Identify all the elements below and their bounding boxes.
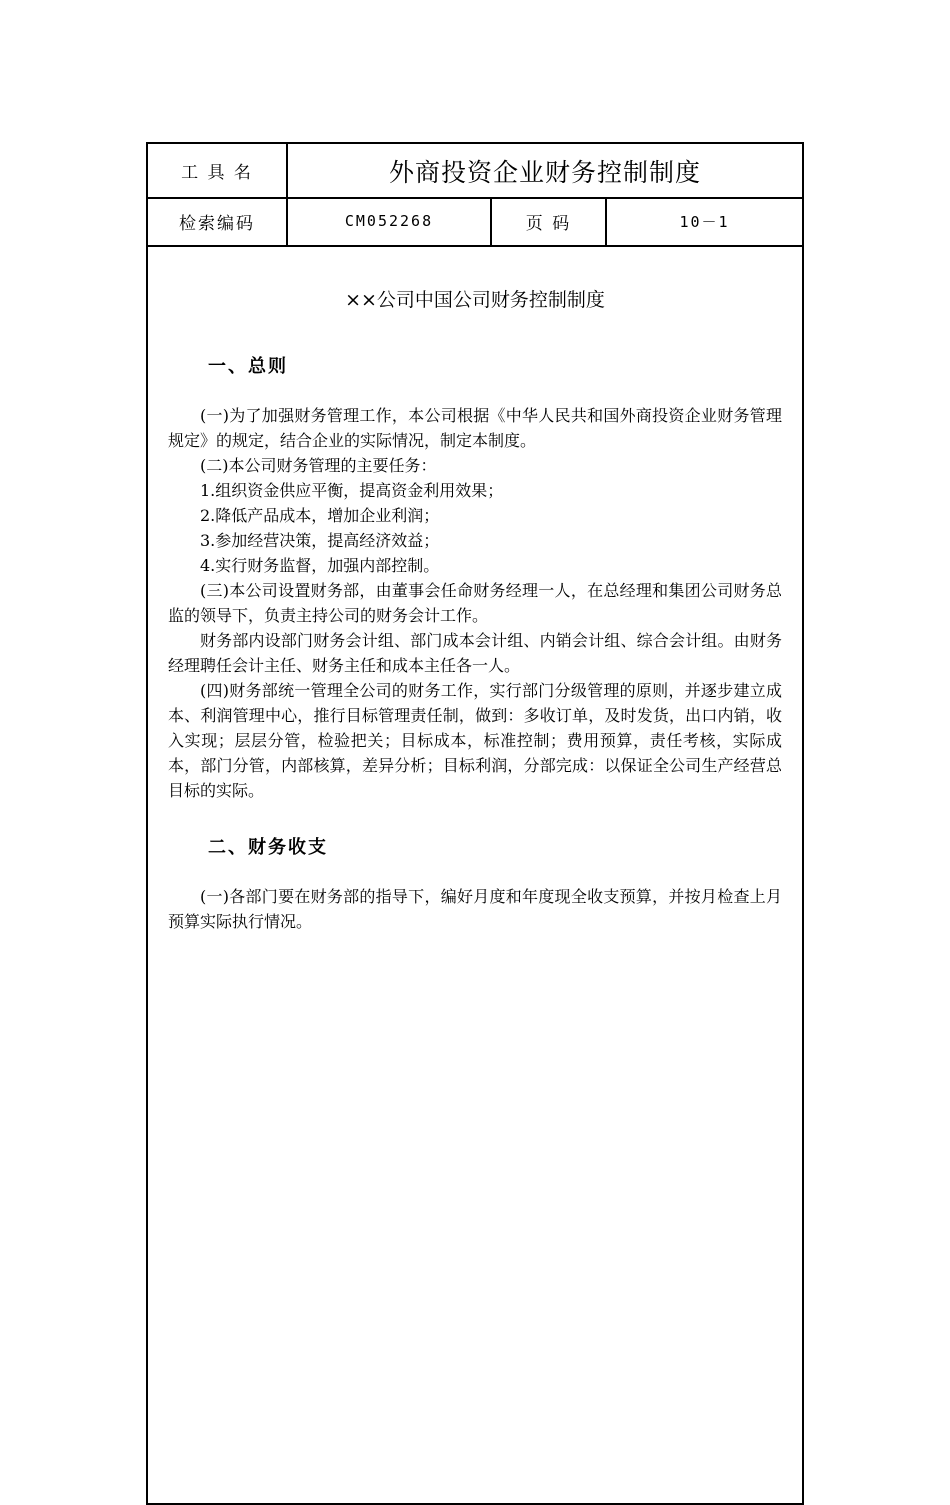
header-row-2 — [148, 197, 802, 247]
paragraph: (一)各部门要在财务部的指导下，编好月度和年度现全收支预算，并按月检查上月预算实际执行情况。 — [168, 887, 782, 931]
section-heading: 二、财务收支 — [208, 837, 328, 858]
document-title: ××公司中国公司财务控制制度 — [345, 289, 605, 311]
header-row-1 — [148, 144, 802, 199]
tool-name-value: 外商投资企业财务控制制度 — [388, 157, 701, 187]
paragraph: 财务部内设部门财务会计组、部门成本会计组、内销会计组、综合会计组。由财务经理聘任会计主任、财务主任和成本主任各一人。 — [168, 631, 782, 675]
document-frame — [146, 142, 804, 1505]
paragraph: (二)本公司财务管理的主要任务： — [200, 456, 437, 475]
section-heading: 一、总则 — [208, 356, 288, 377]
index-code-value: CM052268 — [344, 212, 434, 230]
list-item: 1.组织资金供应平衡，提高资金利用效果； — [200, 481, 504, 500]
page-label: 页 码 — [525, 213, 572, 234]
paragraph: (三)本公司设置财务部，由董事会任命财务经理一人，在总经理和集团公司财务总监的领导下，负责主持公司的财务会计工作。 — [168, 581, 782, 625]
document-body — [168, 245, 782, 934]
list-item: 2.降低产品成本，增加企业利润； — [200, 506, 440, 525]
index-code-label: 检索编码 — [179, 213, 255, 234]
list-item: 4.实行财务监督，加强内部控制。 — [200, 556, 440, 575]
paragraph: (四)财务部统一管理全公司的财务工作，实行部门分级管理的原则，并逐步建立成本、利润管理中心，推行目标管理责任制，做到：多收订单，及时发货，出口内销，收入实现；层层分管，检验把关；目标成本，标准控制；费用预算，责任考核，实际成本，部门分管，内部核算，差异分析；目标利润，分部完成：以保证全公司生产经营总目标的实际。 — [168, 681, 782, 800]
list-item: 3.参加经营决策，提高经济效益； — [200, 531, 440, 550]
paragraph: (一)为了加强财务管理工作，本公司根据《中华人民共和国外商投资企业财务管理规定》的规定，结合企业的实际情况，制定本制度。 — [168, 406, 782, 450]
page-value: 10－1 — [679, 212, 730, 231]
tool-name-label: 工 具 名 — [181, 163, 253, 183]
